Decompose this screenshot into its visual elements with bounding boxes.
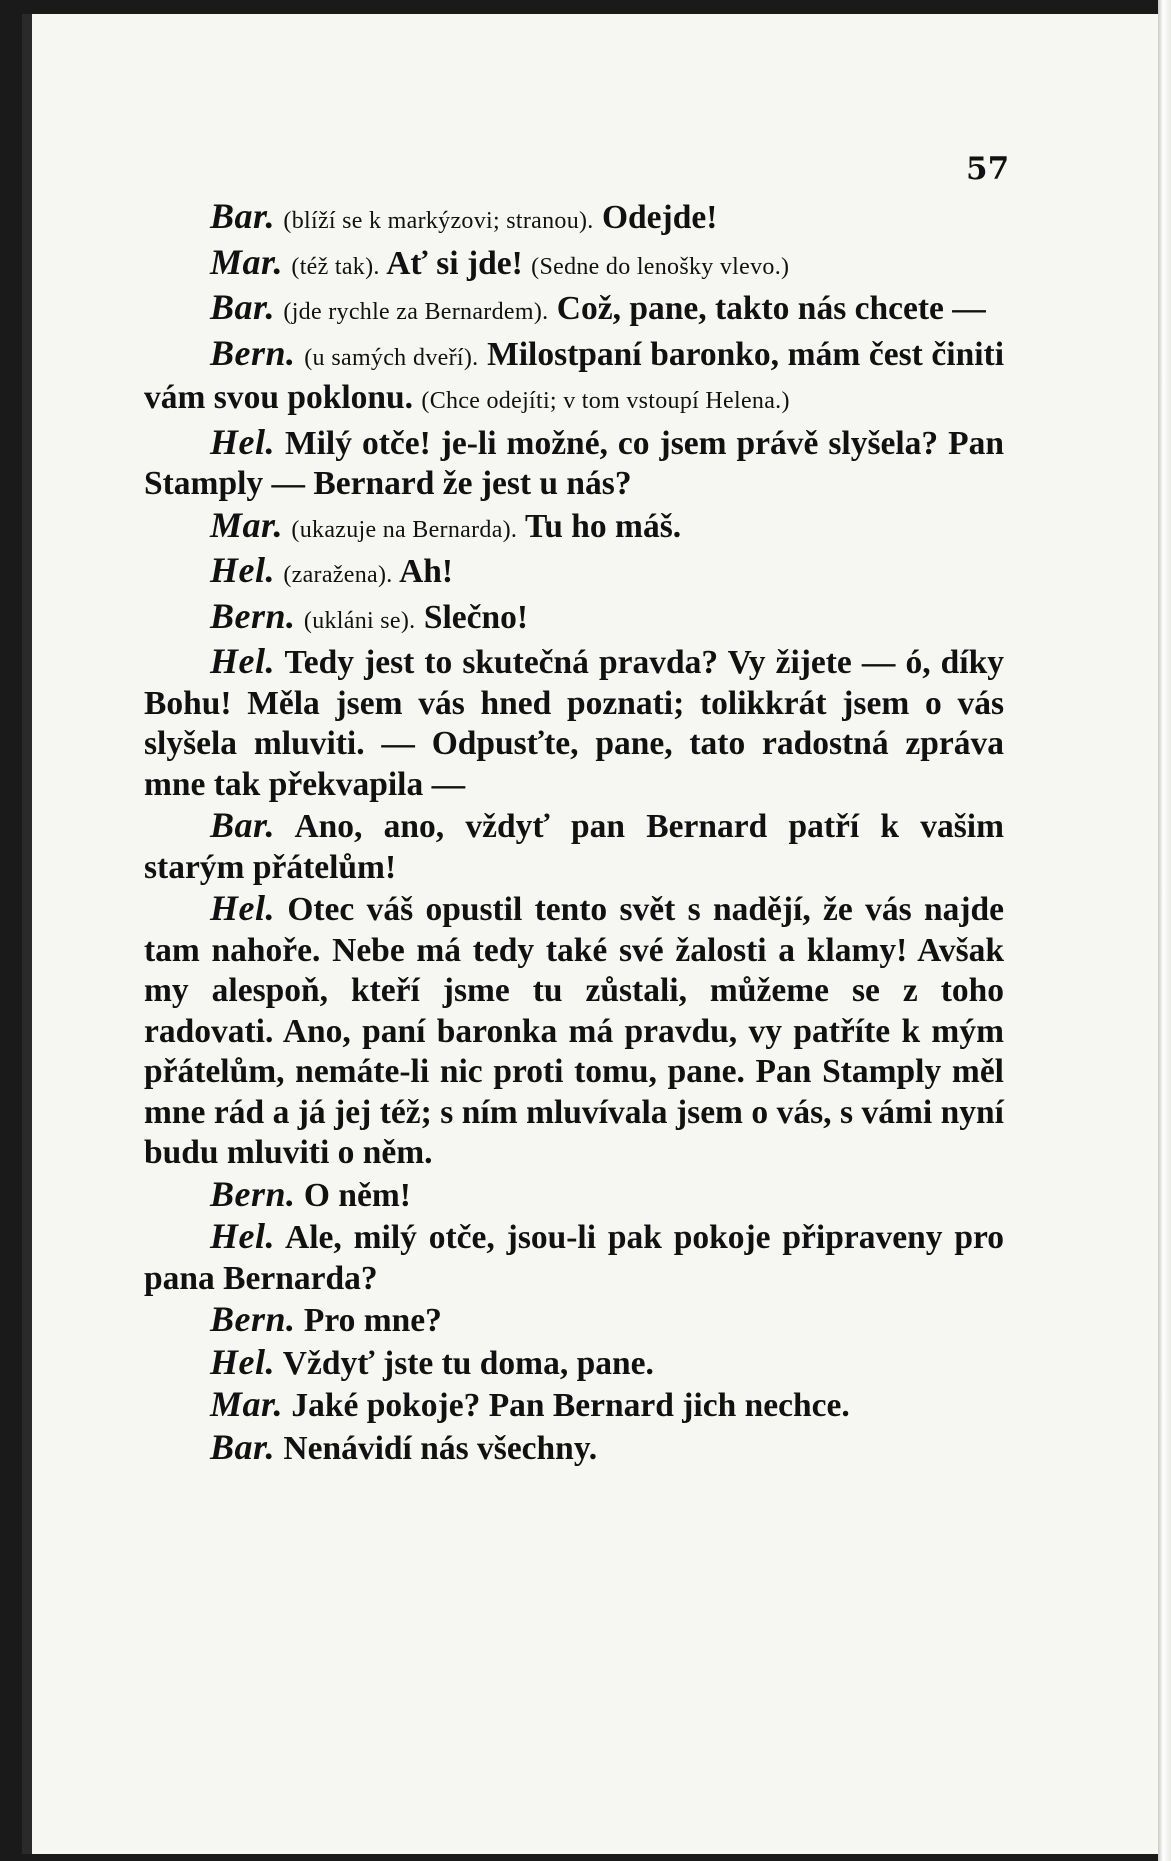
dialogue-text [144,196,1004,1469]
spoken-text: O něm! [303,1176,411,1214]
dialogue-paragraph [144,1342,1004,1385]
stage-direction: (zaražena). [283,562,393,588]
dialogue-paragraph [144,1299,1004,1342]
speaker-name: Bar. [210,196,276,236]
speaker-name: Hel. [210,1216,275,1256]
dialogue-paragraph [144,1216,1004,1299]
stage-direction: (jde rychle za Bernardem). [283,299,549,325]
spoken-text: Tedy jest to skutečná pravda? Vy žijete — ó, díky Bohu! Měla jsem vás hned poznati; tolikkrát jsem o vás slyšela mluviti. — Odpusťte, pane, tato radostná zpráva mne tak překvapila — [144,644,1004,803]
spoken-text: Pro mne? [303,1302,442,1339]
dialogue-paragraph [144,1427,1004,1470]
speaker-name: Mar. [210,1384,284,1424]
speaker-name: Bern. [210,332,296,373]
dialogue-paragraph [144,242,1004,288]
dialogue-paragraph [144,422,1004,505]
stage-direction: (ukazuje na Bernarda). [291,516,518,543]
spoken-text: Odejde! [601,199,718,236]
spoken-text: Ano, ano, vždyť pan Bernard patří k vašim starým přátelům! [144,808,1005,886]
spoken-text: Ať si jde! [386,244,523,282]
stage-direction: (u samých dveří). [304,344,479,371]
dialogue-paragraph [144,333,1004,422]
spoken-text: Což, pane, takto nás chcete — [556,290,986,327]
spoken-text: Jaké pokoje? Pan Bernard jich nechce. [291,1387,850,1424]
page-number: 57 [966,151,1010,187]
dialogue-paragraph [144,1174,1004,1217]
spoken-text: Slečno! [423,598,529,636]
speaker-name: Hel. [210,641,275,681]
book-page [22,14,1158,1854]
dialogue-paragraph [144,1384,1004,1427]
spoken-text: Ah! [399,553,454,590]
speaker-name: Bar. [210,287,276,327]
dialogue-paragraph [144,596,1004,642]
page-edge [1158,0,1171,1861]
stage-direction: (též tak). [291,253,380,280]
dialogue-paragraph [144,641,1004,805]
spoken-text: Tu ho máš. [525,507,682,545]
dialogue-paragraph [144,196,1004,242]
spoken-text: Nenávidí nás všechny. [283,1429,598,1467]
dialogue-paragraph [144,805,1004,888]
spoken-text: Milostpaní baronko, mám čest činiti vám svou poklonu. [144,335,1005,416]
dialogue-paragraph [144,550,1004,596]
spoken-text: Otec váš opustil tento svět s nadějí, že vás najde tam nahoře. Nebe má tedy také své žalosti a klamy! Avšak my alespoň, kteří jsme tu zůstali, můžeme se z toho radovati. Ano, paní baronka má pravdu, vy patříte k mým přátelům, nemáte-li nic proti tomu, pane. Pan Stamply měl mne rád a já jej též; s ním mluvívala jsem o vás, s vámi nyní budu mluviti o něm. [144,891,1004,1171]
stage-direction: (Sedne do lenošky vlevo.) [531,253,790,280]
dialogue-paragraph [144,287,1004,333]
spoken-text: Milý otče! je-li možné, co jsem právě slyšela? Pan Stamply — Bernard že jest u nás? [144,424,1004,502]
spoken-text: Vždyť jste tu doma, pane. [282,1344,654,1382]
stage-direction: (blíží se k markýzovi; stranou). [283,208,594,234]
stage-direction: (ukláni se). [303,607,416,634]
speaker-name: Hel. [210,550,275,590]
speaker-name: Bar. [210,805,276,845]
stage-direction: (Chce odejíti; v tom vstoupí Helena.) [421,388,790,414]
speaker-name: Mar. [210,241,284,282]
dialogue-paragraph [144,505,1004,551]
dialogue-paragraph [144,888,1004,1174]
speaker-name: Bern. [210,595,296,636]
speaker-name: Bern. [210,1299,296,1339]
speaker-name: Hel. [210,421,275,462]
speaker-name: Mar. [210,504,284,545]
speaker-name: Hel. [210,1341,275,1382]
speaker-name: Bar. [210,1426,276,1467]
speaker-name: Bern. [210,1173,296,1214]
spoken-text: Ale, milý otče, jsou-li pak pokoje připraveny pro pana Bernarda? [144,1219,1004,1297]
speaker-name: Hel. [210,888,275,928]
